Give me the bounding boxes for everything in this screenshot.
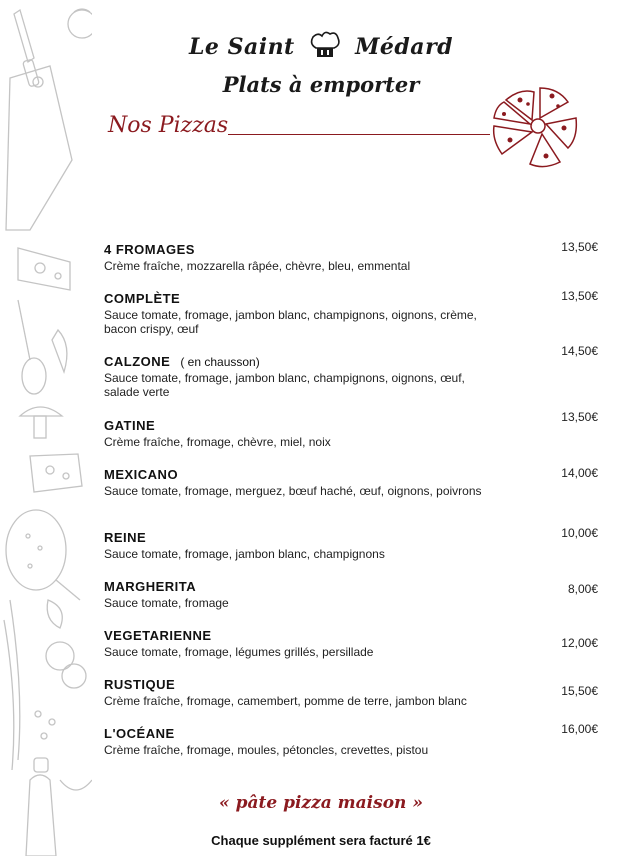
restaurant-name-right: Médard bbox=[355, 34, 454, 60]
pizza-name: COMPLÈTE bbox=[104, 291, 181, 306]
menu-item bbox=[104, 410, 602, 467]
pizza-name-row bbox=[104, 354, 602, 369]
kitchen-sketch-illustration bbox=[0, 0, 92, 856]
chef-hat-icon bbox=[309, 30, 341, 66]
pizza-name: L'OCÉANE bbox=[104, 726, 175, 741]
menu-item bbox=[104, 344, 602, 418]
pizza-slices-illustration bbox=[488, 82, 584, 175]
menu-item bbox=[104, 526, 602, 579]
pizza-name: CALZONE bbox=[104, 354, 171, 369]
section-divider bbox=[228, 134, 490, 135]
menu-item bbox=[104, 291, 602, 354]
menu-item bbox=[104, 579, 602, 628]
pizza-price: 15,50€ bbox=[561, 684, 598, 698]
pizza-ingredients: Sauce tomate, fromage, jambon blanc, champignons bbox=[104, 547, 385, 561]
pizza-ingredients: Crème fraîche, fromage, moules, pétoncles, crevettes, pistou bbox=[104, 743, 429, 757]
section-title: Nos Pizzas bbox=[108, 113, 229, 138]
pizza-price: 13,50€ bbox=[561, 240, 598, 254]
pizza-price: 14,00€ bbox=[561, 466, 598, 480]
pizza-ingredients: Sauce tomate, fromage bbox=[104, 596, 229, 610]
menu-item bbox=[104, 628, 602, 677]
pizza-name: REINE bbox=[104, 530, 147, 545]
pizza-name: VEGETARIENNE bbox=[104, 628, 212, 643]
pizza-ingredients: Crème fraîche, fromage, camembert, pomme de terre, jambon blanc bbox=[104, 694, 467, 708]
pizza-price: 13,50€ bbox=[561, 410, 598, 424]
menu-item bbox=[104, 242, 602, 291]
pizza-name: 4 FROMAGES bbox=[104, 242, 195, 257]
pizza-name: MEXICANO bbox=[104, 467, 179, 482]
pizza-price: 10,00€ bbox=[561, 526, 598, 540]
pizza-ingredients: Sauce tomate, fromage, merguez, bœuf haché, œuf, oignons, poivrons bbox=[104, 484, 482, 498]
menu-item bbox=[104, 722, 602, 775]
pizza-name: RUSTIQUE bbox=[104, 677, 176, 692]
supplement-notice: Chaque supplément sera facturé 1€ bbox=[211, 833, 431, 848]
pizza-ingredients: Crème fraîche, fromage, chèvre, miel, noix bbox=[104, 435, 331, 449]
pizza-ingredients: Sauce tomate, fromage, jambon blanc, champignons, oignons, œuf, salade verte bbox=[104, 371, 465, 399]
menu-item bbox=[104, 467, 602, 530]
menu-item bbox=[104, 677, 602, 726]
pizza-price: 8,00€ bbox=[567, 582, 598, 596]
pizza-price: 13,50€ bbox=[561, 289, 598, 303]
pizza-ingredients: Crème fraîche, mozzarella râpée, chèvre, bleu, emmental bbox=[104, 259, 411, 273]
pizza-note: ( en chausson) bbox=[180, 355, 260, 369]
page-subtitle: Plats à emporter bbox=[222, 72, 420, 97]
pizza-menu-list bbox=[104, 242, 602, 775]
pizza-ingredients: Sauce tomate, fromage, légumes grillés, persillade bbox=[104, 645, 374, 659]
pizza-price: 12,00€ bbox=[561, 636, 598, 650]
pizza-name: MARGHERITA bbox=[104, 579, 197, 594]
pizza-name: GATINE bbox=[104, 418, 156, 433]
pizza-price: 14,50€ bbox=[561, 344, 598, 358]
restaurant-name bbox=[0, 30, 642, 66]
house-dough-tagline: « pâte pizza maison » bbox=[219, 793, 423, 813]
pizza-ingredients: Sauce tomate, fromage, jambon blanc, champignons, oignons, crème, bacon crispy, œuf bbox=[104, 308, 477, 336]
restaurant-name-left: Le Saint bbox=[188, 34, 295, 60]
pizza-price: 16,00€ bbox=[561, 722, 598, 736]
